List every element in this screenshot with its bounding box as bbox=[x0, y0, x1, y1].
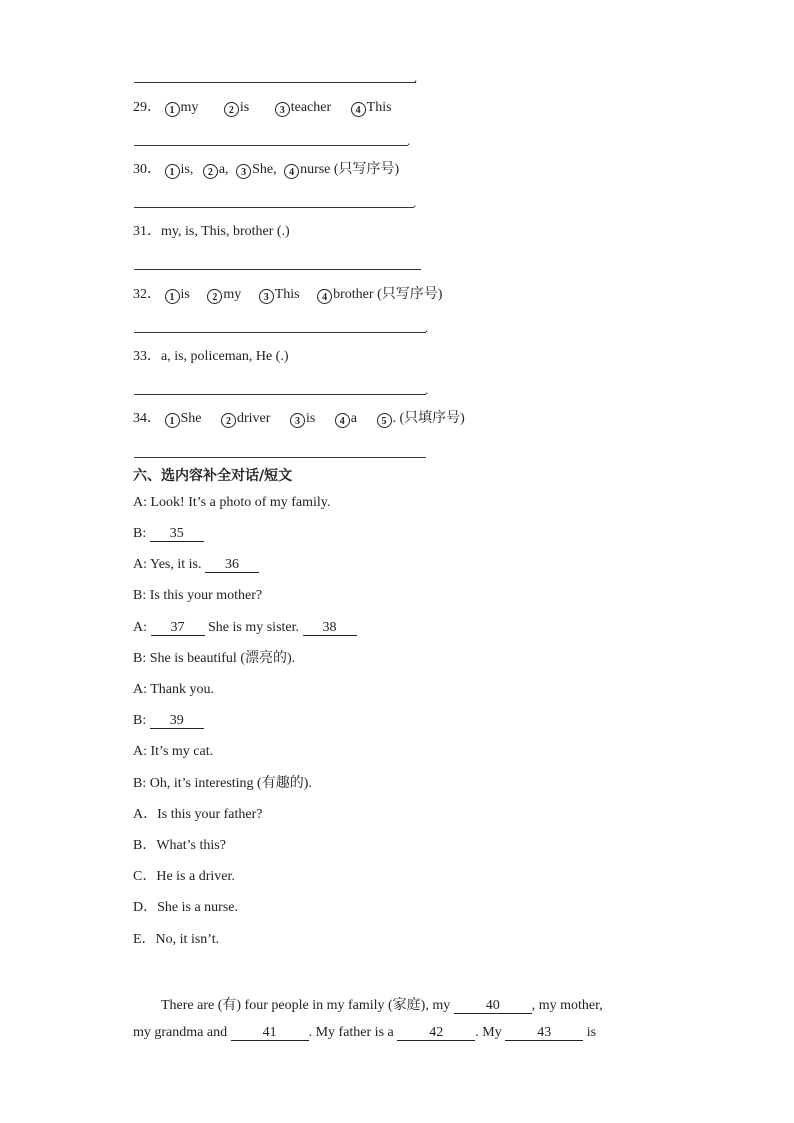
option-word: is bbox=[180, 287, 190, 302]
option-word: This bbox=[274, 287, 300, 302]
option-word: a, bbox=[218, 162, 229, 177]
line-period: . bbox=[425, 382, 429, 397]
dialog-line bbox=[133, 557, 259, 573]
blank-43[interactable]: 43 bbox=[505, 1026, 583, 1041]
option-word: brother bbox=[333, 287, 374, 302]
option-word: She, bbox=[252, 162, 277, 177]
option-word: my bbox=[223, 287, 242, 302]
option-d: D．She is a nurse. bbox=[133, 900, 238, 915]
dialog-text: B: Is this your mother? bbox=[133, 588, 263, 603]
dialog-text: A: Thank you. bbox=[133, 682, 215, 697]
option-word: my bbox=[180, 100, 199, 115]
circled-number-icon: 1 bbox=[165, 413, 180, 428]
option-word: is bbox=[305, 411, 316, 426]
answer-line-34[interactable] bbox=[134, 457, 426, 458]
passage-line-2 bbox=[133, 1025, 596, 1041]
dialog-text: B: bbox=[133, 713, 150, 728]
option-word: She bbox=[180, 411, 202, 426]
question-31 bbox=[133, 224, 290, 240]
line-period: . bbox=[413, 195, 417, 210]
question-33 bbox=[133, 349, 289, 365]
option-a: A．Is this your father? bbox=[133, 807, 263, 822]
dialog-line bbox=[133, 713, 204, 729]
answer-line-30[interactable] bbox=[134, 207, 414, 208]
dialog-text: B: Oh, it’s interesting (有趣的). bbox=[133, 776, 312, 791]
instruction-note: (只写序号) bbox=[333, 162, 400, 177]
question-34 bbox=[133, 411, 465, 428]
dialog-line bbox=[133, 495, 330, 511]
answer-line-31[interactable] bbox=[134, 269, 421, 270]
option-c: C．He is a driver. bbox=[133, 869, 235, 884]
passage-text: . My father is a bbox=[308, 1025, 398, 1040]
blank-40[interactable]: 40 bbox=[454, 999, 532, 1014]
question-29 bbox=[133, 100, 392, 117]
dialog-text: A: Yes, it is. bbox=[133, 557, 205, 572]
dialog-text: A: Look! It’s a photo of my family. bbox=[133, 495, 331, 510]
question-number: 31． bbox=[133, 224, 161, 239]
question-30 bbox=[133, 162, 399, 179]
answer-line-28[interactable] bbox=[134, 82, 416, 83]
option-word: This bbox=[366, 100, 392, 115]
dialog-line bbox=[133, 651, 295, 667]
circled-number-icon: 4 bbox=[284, 164, 299, 179]
dialog-line bbox=[133, 744, 213, 760]
option-word: is bbox=[239, 100, 250, 115]
answer-line-32[interactable] bbox=[134, 332, 426, 333]
option-word: teacher bbox=[290, 100, 332, 115]
instruction-note: (只写序号) bbox=[377, 287, 443, 302]
passage-text: is bbox=[583, 1025, 597, 1040]
dialog-line bbox=[133, 588, 262, 604]
dialog-text: B: bbox=[133, 526, 150, 541]
question-number: 29． bbox=[133, 100, 161, 115]
instruction-note: (只填序号) bbox=[399, 411, 465, 426]
line-period: . bbox=[414, 70, 418, 85]
option-word: nurse bbox=[300, 162, 331, 177]
blank-36[interactable]: 36 bbox=[205, 558, 259, 573]
option-word: . bbox=[392, 411, 396, 426]
circled-number-icon: 2 bbox=[207, 289, 222, 304]
question-number: 34． bbox=[133, 411, 161, 426]
passage-text: There are (有) four people in my family (家庭), my bbox=[161, 998, 454, 1013]
circled-number-icon: 3 bbox=[236, 164, 251, 179]
blank-35[interactable]: 35 bbox=[150, 527, 204, 542]
line-period: . bbox=[425, 320, 429, 335]
passage-text: my grandma and bbox=[133, 1025, 231, 1040]
circled-number-icon: 2 bbox=[203, 164, 218, 179]
circled-number-icon: 4 bbox=[335, 413, 350, 428]
circled-number-icon: 4 bbox=[317, 289, 332, 304]
blank-38[interactable]: 38 bbox=[303, 621, 357, 636]
blank-37[interactable]: 37 bbox=[151, 621, 205, 636]
question-number: 33． bbox=[133, 349, 161, 364]
dialog-line bbox=[133, 620, 357, 636]
circled-number-icon: 2 bbox=[221, 413, 236, 428]
dialog-text: She is my sister. bbox=[204, 620, 303, 635]
option-b: B．What’s this? bbox=[133, 838, 226, 853]
section-heading: 六、选内容补全对话/短文 bbox=[133, 468, 293, 484]
option-word: driver bbox=[237, 411, 271, 426]
line-period: . bbox=[407, 133, 411, 148]
passage-line-1 bbox=[161, 994, 603, 1014]
option-word: is, bbox=[180, 162, 194, 177]
option-word: a bbox=[350, 411, 357, 426]
circled-number-icon: 3 bbox=[259, 289, 274, 304]
circled-number-icon: 1 bbox=[165, 164, 180, 179]
dialog-text: A: It’s my cat. bbox=[133, 744, 214, 759]
circled-number-icon: 2 bbox=[224, 102, 239, 117]
blank-42[interactable]: 42 bbox=[397, 1026, 475, 1041]
blank-39[interactable]: 39 bbox=[150, 714, 204, 729]
question-words: my, is, This, brother (.) bbox=[161, 224, 290, 239]
question-number: 30． bbox=[133, 162, 161, 177]
answer-line-33[interactable] bbox=[134, 394, 426, 395]
circled-number-icon: 4 bbox=[351, 102, 366, 117]
question-words: a, is, policeman, He (.) bbox=[161, 349, 289, 364]
dialog-line bbox=[133, 776, 312, 792]
circled-number-icon: 5 bbox=[377, 413, 392, 428]
dialog-line bbox=[133, 682, 214, 698]
question-32 bbox=[133, 287, 442, 304]
circled-number-icon: 3 bbox=[290, 413, 305, 428]
circled-number-icon: 1 bbox=[165, 289, 180, 304]
passage-text: , my mother, bbox=[531, 998, 603, 1013]
question-number: 32． bbox=[133, 287, 161, 302]
circled-number-icon: 3 bbox=[275, 102, 290, 117]
dialog-text: A: bbox=[133, 620, 151, 635]
circled-number-icon: 1 bbox=[165, 102, 180, 117]
option-e: E．No, it isn’t. bbox=[133, 932, 220, 947]
dialog-text: B: She is beautiful (漂亮的). bbox=[133, 651, 296, 666]
answer-line-29[interactable] bbox=[134, 145, 408, 146]
passage-text: . My bbox=[475, 1025, 506, 1040]
blank-41[interactable]: 41 bbox=[231, 1026, 309, 1041]
dialog-line bbox=[133, 526, 204, 542]
